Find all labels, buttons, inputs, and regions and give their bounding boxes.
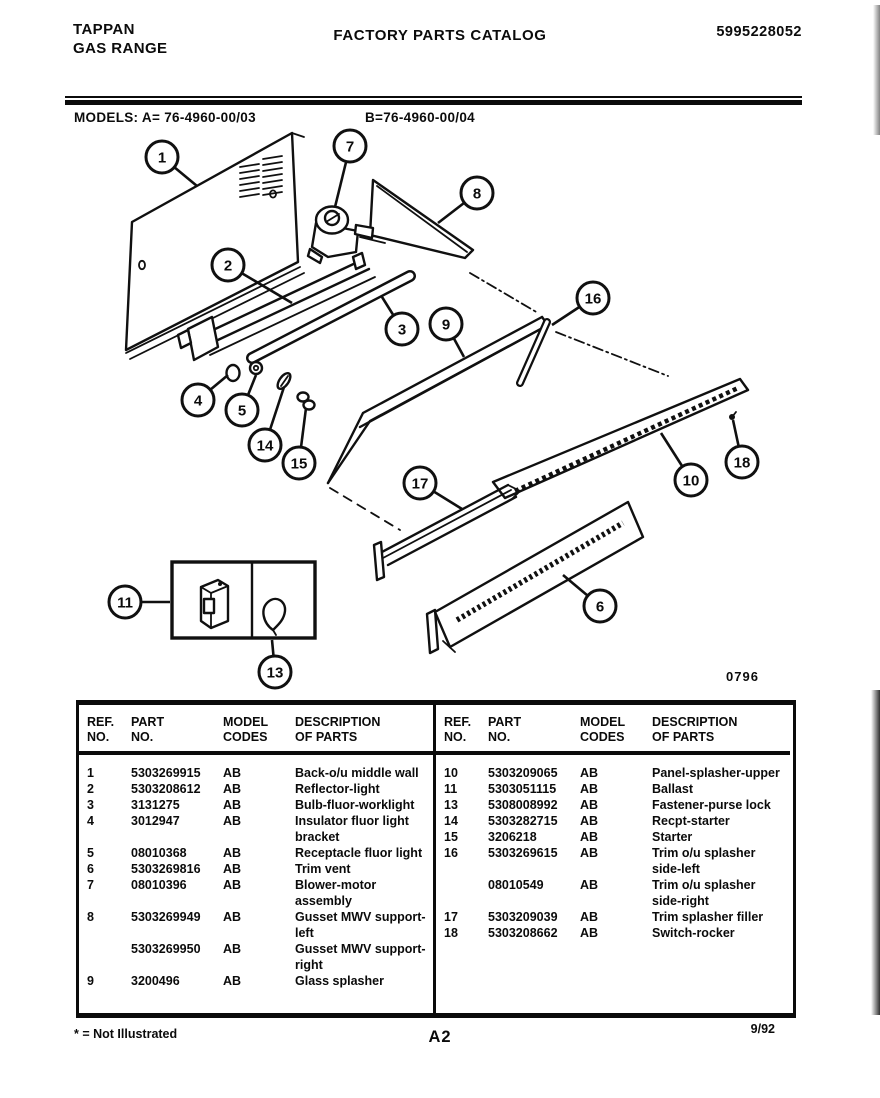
codes-cell: AB: [580, 878, 599, 892]
parts-table: [76, 700, 796, 1018]
ballast-part: [201, 580, 228, 628]
codes-cell: AB: [223, 782, 242, 796]
desc-cell: Insulator fluor light bracket: [295, 814, 409, 844]
svg-text:2: 2: [223, 257, 233, 275]
callout-4: [182, 375, 228, 416]
desc-cell: Panel-splasher-upper: [652, 766, 780, 780]
ref-cell: 1: [87, 766, 94, 780]
desc-cell: Fastener-purse lock: [652, 798, 771, 812]
table-body-left: [79, 755, 433, 989]
part-cell: 5303269615: [488, 846, 558, 860]
svg-text:7: 7: [345, 138, 355, 156]
side-trim-part: [520, 322, 547, 383]
ref-cell: 9: [87, 974, 94, 988]
vent-trim-part: [427, 502, 643, 653]
codes-cell: AB: [580, 766, 599, 780]
parts-row: [87, 877, 433, 909]
codes-cell: AB: [223, 878, 242, 892]
parts-table-left: [79, 705, 436, 1013]
svg-text:10: 10: [682, 472, 700, 490]
parts-row: [444, 845, 790, 877]
codes-cell: AB: [580, 798, 599, 812]
ref-cell: 18: [444, 926, 458, 940]
catalog-number: 5995228052: [716, 24, 802, 40]
desc-cell: Trim o/u splasher side-left: [652, 846, 756, 876]
part-cell: 3200496: [131, 974, 180, 988]
desc-cell: Recpt-starter: [652, 814, 730, 828]
desc-cell: Ballast: [652, 782, 693, 796]
ref-cell: 2: [87, 782, 94, 796]
ref-cell: 3: [87, 798, 94, 812]
table-header-right: [436, 705, 790, 751]
callout-16: [552, 282, 609, 325]
ref-cell: [87, 941, 131, 973]
diagram-code: 0796: [726, 669, 759, 684]
desc-cell: Trim vent: [295, 862, 351, 876]
ref-cell: 13: [444, 798, 458, 812]
header-desc: DESCRIPTION OF PARTS: [652, 715, 738, 744]
ref-cell: 11: [444, 782, 458, 796]
codes-cell: AB: [580, 782, 599, 796]
part-cell: 5303209039: [488, 910, 558, 924]
desc-cell: Glass splasher: [295, 974, 384, 988]
blower-motor-part: [308, 207, 358, 264]
part-cell: 5303209065: [488, 766, 558, 780]
desc-cell: Bulb-fluor-worklight: [295, 798, 415, 812]
callout-1: [146, 141, 197, 186]
receptacle-part: [250, 362, 262, 374]
table-header-left: [79, 705, 433, 751]
codes-cell: AB: [223, 862, 242, 876]
parts-row: [87, 845, 433, 861]
desc-cell: Trim splasher filler: [652, 910, 764, 924]
models-label: MODELS:: [74, 110, 139, 125]
desc-cell: Reflector-light: [295, 782, 380, 796]
insulator-part: [227, 365, 240, 381]
part-cell: 3131275: [131, 798, 180, 812]
page-number: A2: [428, 1028, 452, 1046]
ref-cell: 5: [87, 846, 94, 860]
callout-7: [334, 130, 366, 207]
parts-row: [87, 813, 433, 845]
header-ref: REF. NO.: [444, 715, 472, 744]
callout-11: [109, 586, 170, 618]
svg-text:11: 11: [117, 594, 133, 612]
model-a: A= 76-4960-00/03: [141, 110, 256, 125]
callout-15: [283, 408, 315, 479]
svg-text:4: 4: [193, 392, 203, 410]
callout-6: [563, 575, 616, 622]
ref-cell: 10: [444, 766, 458, 780]
parts-row: [444, 765, 790, 781]
svg-text:6: 6: [595, 598, 605, 616]
desc-cell: Blower-motor assembly: [295, 878, 377, 908]
support-bracket-part: [355, 180, 473, 258]
bulb-part: [252, 276, 410, 358]
codes-cell: AB: [580, 926, 599, 940]
page-title: FACTORY PARTS CATALOG: [333, 27, 547, 44]
exploded-parts-diagram: [60, 125, 830, 695]
ref-cell: [444, 877, 488, 909]
part-cell: 3206218: [488, 830, 537, 844]
codes-cell: AB: [223, 846, 242, 860]
parts-row: [87, 861, 433, 877]
starter-part: [298, 393, 315, 410]
desc-cell: Starter: [652, 830, 693, 844]
parts-row: [87, 797, 433, 813]
upper-splasher-panel-part: [493, 379, 748, 498]
header-rule-thin: [65, 96, 802, 98]
codes-cell: AB: [223, 766, 242, 780]
svg-text:15: 15: [290, 455, 308, 473]
part-cell: 5303269915: [131, 766, 201, 780]
desc-cell: Switch-rocker: [652, 926, 735, 940]
svg-text:18: 18: [733, 454, 751, 472]
callout-8: [438, 177, 493, 223]
ref-cell: 16: [444, 846, 458, 860]
brand-line1: TAPPAN: [73, 21, 135, 38]
legend-box: [172, 562, 315, 638]
part-cell: 5303208662: [488, 926, 558, 940]
svg-text:1: 1: [157, 149, 167, 167]
callout-18: [726, 420, 758, 478]
ref-cell: 7: [87, 878, 94, 892]
header-ref: REF. NO.: [87, 715, 115, 744]
table-body-right: [436, 755, 790, 941]
codes-cell: AB: [223, 814, 242, 828]
parts-row: [87, 781, 433, 797]
parts-row: [444, 925, 790, 941]
parts-table-right: [436, 705, 790, 1013]
svg-text:13: 13: [266, 664, 284, 682]
desc-cell: Trim o/u splasher side-right: [652, 878, 756, 908]
svg-text:9: 9: [441, 316, 451, 334]
screw-part: [729, 412, 736, 420]
parts-row: [444, 781, 790, 797]
svg-text:3: 3: [397, 321, 407, 339]
callout-9: [430, 308, 464, 357]
svg-text:8: 8: [472, 185, 482, 203]
header-codes: MODEL CODES: [580, 715, 626, 744]
desc-cell: Gusset MWV support- left: [295, 910, 426, 940]
date-code: 9/92: [750, 1022, 775, 1036]
ref-cell: 4: [87, 814, 94, 828]
part-cell: 08010396: [131, 878, 187, 892]
parts-row: [444, 909, 790, 925]
svg-text:17: 17: [411, 475, 429, 493]
ref-cell: 8: [87, 910, 94, 924]
parts-row: [87, 941, 433, 973]
parts-row: [444, 813, 790, 829]
brand-line2: GAS RANGE: [73, 40, 168, 57]
part-cell: 08010368: [131, 846, 187, 860]
part-cell: 5303269949: [131, 910, 201, 924]
header-codes: MODEL CODES: [223, 715, 269, 744]
part-cell: 5303208612: [131, 782, 201, 796]
callout-17: [404, 467, 462, 509]
part-cell: 3012947: [131, 814, 180, 828]
models-line: [74, 110, 256, 125]
callout-3: [382, 297, 418, 345]
scan-edge-artifact: [873, 5, 880, 135]
scan-edge-artifact: [871, 690, 880, 1015]
desc-cell: Receptacle fluor light: [295, 846, 423, 860]
parts-row: [87, 765, 433, 781]
callout-10: [661, 433, 707, 496]
callout-13: [259, 640, 291, 688]
parts-row: [444, 877, 790, 909]
codes-cell: AB: [223, 974, 242, 988]
svg-text:16: 16: [584, 290, 602, 308]
codes-cell: AB: [580, 830, 599, 844]
model-b: B=76-4960-00/04: [365, 110, 475, 125]
header-rule-thick: [65, 100, 802, 105]
ref-cell: 15: [444, 830, 458, 844]
not-illustrated-note: * = Not Illustrated: [74, 1027, 178, 1041]
part-cell: 08010549: [488, 878, 544, 892]
parts-row: [444, 829, 790, 845]
part-cell: 5303282715: [488, 814, 558, 828]
svg-text:5: 5: [237, 402, 247, 420]
desc-cell: Back-o/u middle wall: [295, 766, 419, 780]
svg-text:14: 14: [256, 437, 274, 455]
header-desc: DESCRIPTION OF PARTS: [295, 715, 381, 744]
parts-row: [87, 909, 433, 941]
codes-cell: AB: [580, 846, 599, 860]
desc-cell: Gusset MWV support- right: [295, 942, 426, 972]
header-part: PART NO.: [488, 715, 522, 744]
fold-centerline: [470, 273, 538, 313]
parts-row: [87, 973, 433, 989]
ref-cell: 17: [444, 910, 458, 924]
callout-5: [226, 375, 258, 426]
parts-row: [444, 797, 790, 813]
codes-cell: AB: [223, 942, 242, 956]
ref-cell: 6: [87, 862, 94, 876]
part-cell: 5308008992: [488, 798, 558, 812]
hidden-edge-line: [556, 332, 668, 376]
codes-cell: AB: [580, 910, 599, 924]
part-cell: 5303269816: [131, 862, 201, 876]
codes-cell: AB: [223, 798, 242, 812]
codes-cell: AB: [580, 814, 599, 828]
part-cell: 5303051115: [488, 782, 557, 796]
header-part: PART NO.: [131, 715, 165, 744]
ref-cell: 14: [444, 814, 458, 828]
part-cell: 5303269950: [131, 942, 201, 956]
codes-cell: AB: [223, 910, 242, 924]
